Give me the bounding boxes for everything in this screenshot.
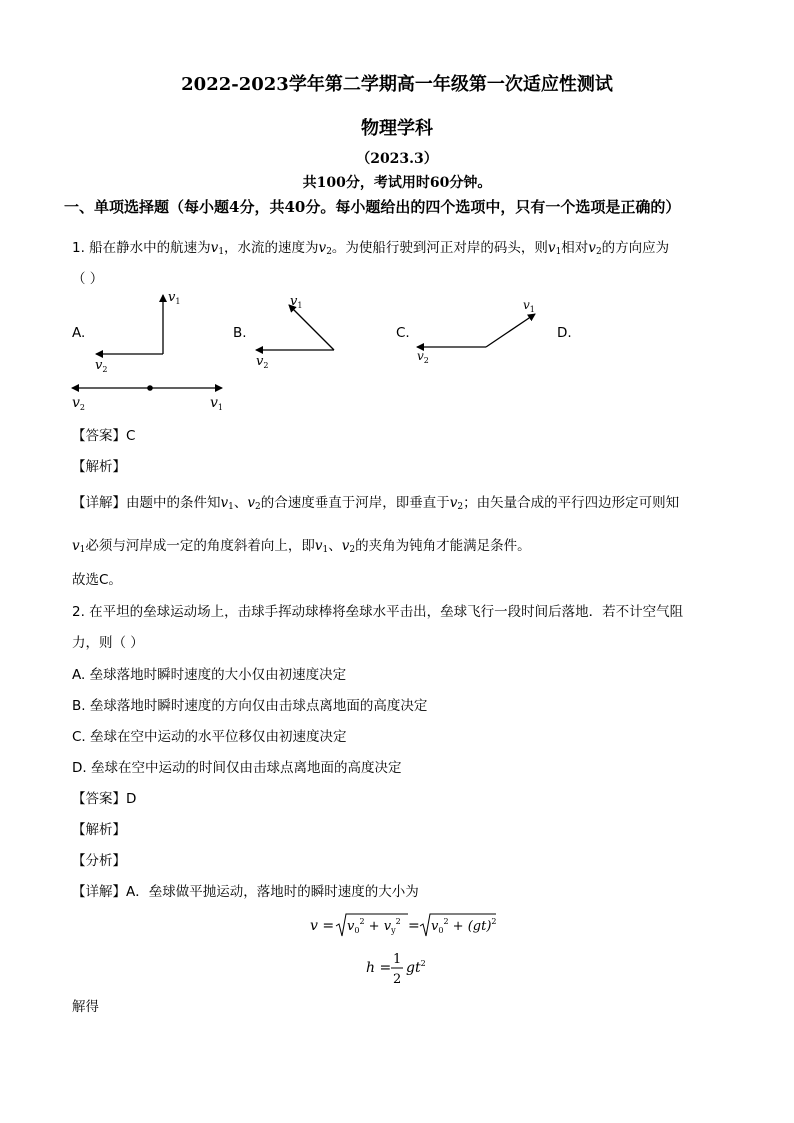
v2-symbol: v2 [318, 240, 332, 257]
option-d-diagram [72, 385, 223, 412]
page-title: 2022-2023学年第二学期高一年级第一次适应性测试 [181, 74, 613, 95]
svg-text:1: 1 [393, 952, 402, 967]
q2-jiede: 解得 [72, 999, 99, 1015]
equation-height [360, 944, 460, 990]
q2-fenxi-label: 【分析】 [72, 853, 126, 869]
option-d-label: D. [557, 325, 572, 341]
option-c-label: C. [396, 325, 410, 341]
q2-option-c: C. 垒球在空中运动的水平位移仅由初速度决定 [72, 729, 347, 745]
v1-symbol: v1 [547, 240, 562, 257]
exam-info: 共100分，考试用时60分钟。 [302, 175, 492, 191]
v1-symbol: v1 [210, 240, 225, 257]
svg-text:v1: $v_1$ [290, 294, 303, 310]
q2-stem-line2: 力，则（ ） [72, 635, 144, 651]
svg-text:v2: $v_2$ [72, 395, 86, 412]
svg-text:gt2: $gt^2$ [406, 959, 426, 976]
v2-symbol: v2 [588, 240, 602, 257]
equation-velocity [300, 906, 500, 942]
q2-option-b: B. 垒球落地时瞬时速度的方向仅由击球点离地面的高度决定 [72, 698, 428, 714]
q1-stem-text: 。为使船行驶到河正对岸的码头，则 [331, 240, 548, 256]
option-c-diagram [417, 298, 535, 365]
svg-text:v02 + vy2: $v_0^2 + v_y^2$ [347, 917, 401, 935]
svg-text:v1: $v_1$ [523, 298, 535, 314]
eq1-lhs: v = [310, 918, 335, 934]
svg-text:v1: $v_1$ [210, 395, 224, 412]
option-b-label: B. [233, 325, 247, 341]
q1-stem-text: 相对 [561, 240, 589, 256]
option-b-diagram [256, 294, 334, 370]
option-a-label: A. [72, 325, 86, 341]
option-a-diagram [95, 290, 180, 374]
section-heading: 一、单项选择题（每小题4分，共40分。每小题给出的四个选项中，只有一个选项是正确的） [64, 198, 681, 216]
q2-stem-line1: 2. 在平坦的垒球运动场上，击球手挥动球棒将垒球水平击出，垒球飞行一段时间后落地．若不计空气阻 [72, 604, 684, 620]
svg-text:v2: $v_2$ [417, 349, 429, 365]
svg-text:h =: h = [366, 960, 392, 976]
q1-analysis-label: 【解析】 [72, 459, 126, 475]
q1-detail-line1: 【详解】由题中的条件知v1、v2的合速度垂直于河岸，即垂直于v2；由矢量合成的平行四边形定可则知 [72, 495, 680, 512]
svg-text:v2: $v_2$ [256, 354, 269, 370]
q2-detail: 【详解】A．垒球做平抛运动，落地时的瞬时速度的大小为 [72, 884, 419, 900]
svg-text:v02 + (gt)2: $v_0^2 + (gt)^2$ [431, 917, 497, 935]
q2-answer: 【答案】D [72, 791, 137, 807]
subject-title: 物理学科 [361, 118, 433, 139]
q1-diagrams [0, 0, 794, 420]
q1-stem-text: 的方向应为 [601, 240, 670, 256]
exam-date: （2023.3） [356, 151, 438, 167]
q1-conclusion: 故选C。 [72, 572, 122, 588]
q1-stem-text: ，水流的速度为 [224, 240, 319, 256]
svg-text:=: = [408, 918, 420, 934]
svg-text:v1: $v_1$ [168, 290, 181, 306]
svg-text:v2: $v_2$ [95, 358, 108, 374]
svg-text:2: 2 [393, 972, 402, 987]
q2-analysis-label: 【解析】 [72, 822, 126, 838]
q1-answer: 【答案】C [72, 428, 136, 444]
q1-detail-line2: v1必须与河岸成一定的角度斜着向上，即v1、v2的夹角为钝角才能满足条件。 [72, 538, 531, 555]
q2-option-a: A. 垒球落地时瞬时速度的大小仅由初速度决定 [72, 667, 347, 683]
q2-option-d: D. 垒球在空中运动的时间仅由击球点离地面的高度决定 [72, 760, 402, 776]
q1-stem-text: 1. 船在静水中的航速为 [72, 240, 211, 256]
q1-paren: （ ） [72, 271, 104, 287]
